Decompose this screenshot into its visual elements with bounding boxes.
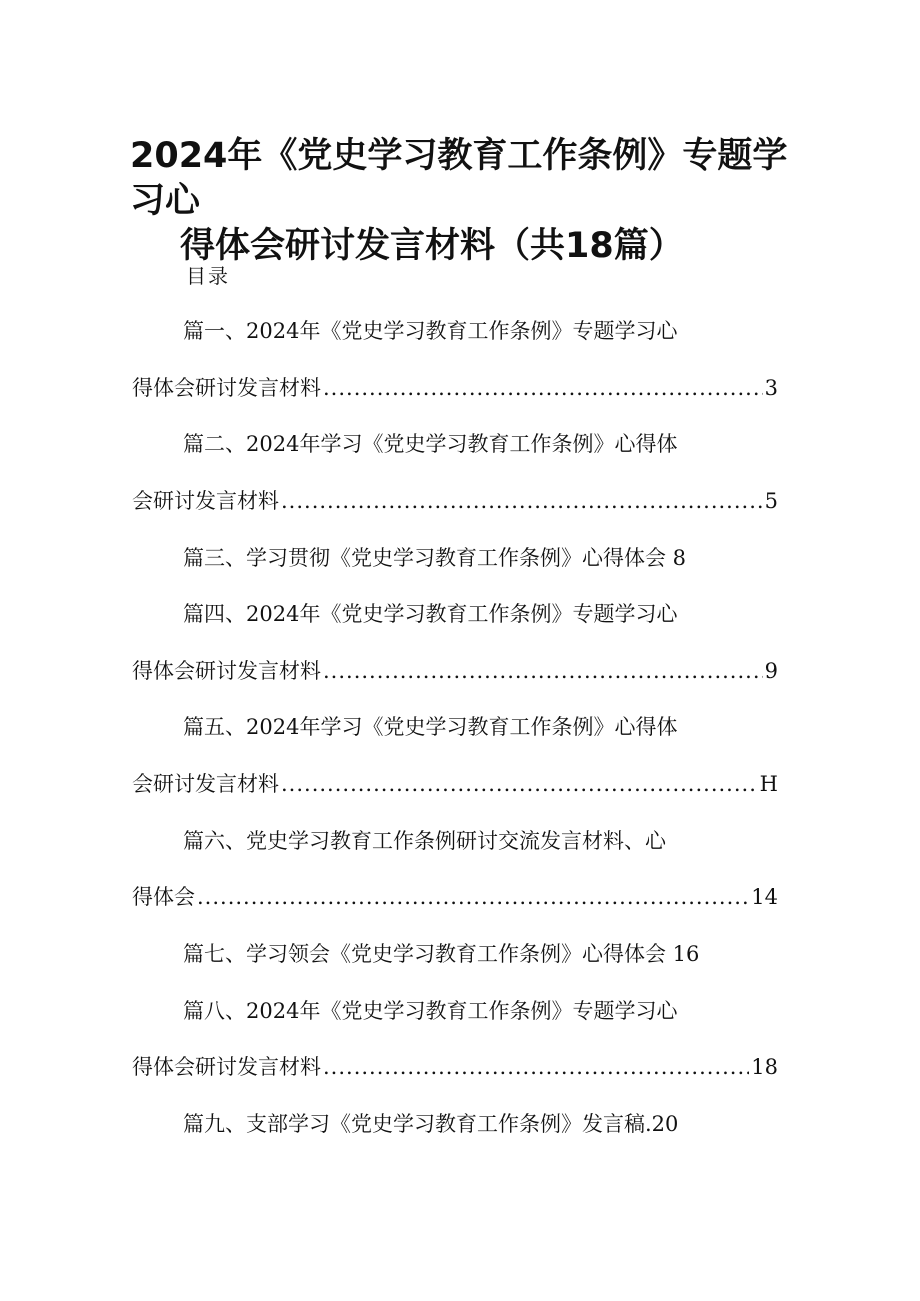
toc-entry-7-title[interactable]: 篇七、学习领会《党史学习教育工作条例》心得体会 16 [183, 942, 700, 966]
toc-entry-8-label: 得体会研讨发言材料 [132, 1055, 321, 1079]
toc-entry-4-continuation[interactable] [132, 656, 778, 686]
toc-entry-2-page: 5 [764, 489, 778, 513]
toc-entry-1-continuation[interactable] [132, 373, 778, 403]
toc-leader-dots [323, 373, 763, 403]
toc-entry-4-title[interactable]: 篇四、2024年《党史学习教育工作条例》专题学习心 [183, 602, 678, 626]
toc-entry-3-title[interactable]: 篇三、学习贯彻《党史学习教育工作条例》心得体会 8 [183, 546, 687, 570]
toc-leader-dots [281, 769, 758, 799]
document-title [130, 134, 810, 269]
toc-heading: 目录 [186, 264, 230, 288]
toc-entry-2-title[interactable]: 篇二、2024年学习《党史学习教育工作条例》心得体 [183, 432, 678, 456]
toc-entry-6-page: 14 [751, 885, 778, 909]
toc-entry-6-continuation[interactable] [132, 882, 778, 912]
toc-entry-5-page: H [759, 772, 778, 796]
toc-entry-5-title[interactable]: 篇五、2024年学习《党史学习教育工作条例》心得体 [183, 715, 678, 739]
toc-entry-6-label: 得体会 [132, 885, 195, 909]
toc-leader-dots [281, 486, 763, 516]
toc-entry-1-label: 得体会研讨发言材料 [132, 376, 321, 400]
title-line-1: 2024年《党史学习教育工作条例》专题学习心 [130, 136, 788, 221]
toc-leader-dots [323, 656, 763, 686]
toc-entry-8-continuation[interactable] [132, 1052, 778, 1082]
toc-leader-dots [197, 882, 749, 912]
toc-entry-9-title[interactable]: 篇九、支部学习《党史学习教育工作条例》发言稿.20 [183, 1112, 679, 1136]
toc-entry-1-page: 3 [764, 376, 778, 400]
toc-entry-2-label: 会研讨发言材料 [132, 489, 279, 513]
toc-entry-6-title[interactable]: 篇六、党史学习教育工作条例研讨交流发言材料、心 [183, 829, 666, 853]
title-line-2: 得体会研讨发言材料（共18篇） [180, 226, 684, 266]
toc-leader-dots [323, 1052, 749, 1082]
toc-entry-2-continuation[interactable] [132, 486, 778, 516]
toc-entry-4-page: 9 [764, 659, 778, 683]
toc-entry-5-label: 会研讨发言材料 [132, 772, 279, 796]
toc-entry-5-continuation[interactable] [132, 769, 778, 799]
toc-entry-4-label: 得体会研讨发言材料 [132, 659, 321, 683]
toc-entry-8-title[interactable]: 篇八、2024年《党史学习教育工作条例》专题学习心 [183, 999, 678, 1023]
toc-entry-8-page: 18 [751, 1055, 778, 1079]
toc-entry-1-title[interactable]: 篇一、2024年《党史学习教育工作条例》专题学习心 [183, 319, 678, 343]
